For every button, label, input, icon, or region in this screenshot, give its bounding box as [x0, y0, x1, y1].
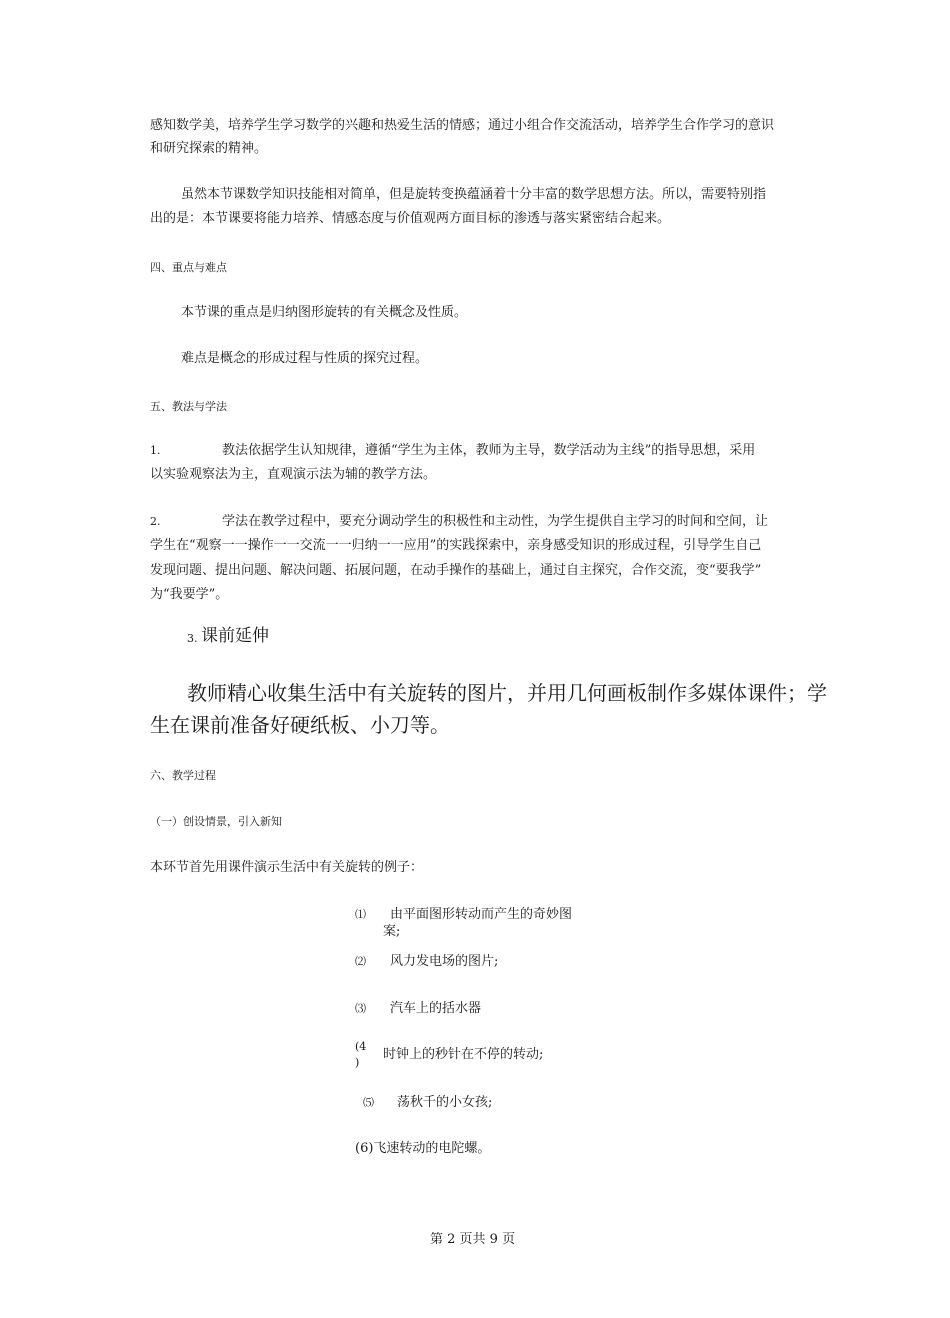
paragraph-line: 发现问题、提出问题、解决问题、拓展问题，在动手操作的基础上，通过自主探究，合作交流，变“要我学” [150, 563, 762, 578]
list-item: 时钟上的秒针在不停的转动; [383, 1047, 544, 1062]
paragraph-line: 虽然本节课数学知识技能相对简单，但是旋转变换蕴涵着十分丰富的数学思想方法。所以，需要特别指 [181, 187, 767, 202]
list-number: 2. [150, 515, 161, 528]
paragraph-line-large: 教师精心收集生活中有关旋转的图片，并用几何画板制作多媒体课件；学 [187, 681, 827, 705]
list-item: 汽车上的括水器 [390, 1001, 482, 1016]
list-number: ) [355, 1056, 360, 1069]
section-heading: 六、教学过程 [150, 769, 216, 782]
section-heading: 五、教法与学法 [150, 400, 227, 413]
paragraph-line: 本环节首先用课件演示生活中有关旋转的例子： [150, 860, 424, 875]
list-number: (4 [355, 1040, 367, 1053]
paragraph-line: 学法在教学过程中，要充分调动学生的积极性和主动性，为学生提供自主学习的时间和空间，让 [222, 514, 769, 529]
paragraph-line: 和研究探索的精神。 [150, 141, 268, 156]
list-item: 荡秋千的小女孩; [397, 1095, 493, 1110]
section-heading: 四、重点与难点 [150, 261, 227, 274]
subsection-heading: （一）创设情景，引入新知 [150, 815, 282, 828]
paragraph-line: 以实验观察法为主，直观演示法为辅的教学方法。 [150, 467, 437, 482]
list-number: ⑵ [355, 955, 366, 968]
list-item: 风力发电场的图片; [390, 954, 499, 969]
paragraph-line: 感知数学美，培养学生学习数学的兴趣和热爱生活的情感；通过小组合作交流活动，培养学生合作学习的意识 [150, 118, 775, 133]
list-item: (6)飞速转动的电陀螺。 [355, 1141, 491, 1156]
list-number: ⑸ [363, 1096, 374, 1109]
paragraph-line: 教法依据学生认知规律，遵循“学生为主体，教师为主导，数学活动为主线”的指导思想，采用 [222, 443, 756, 458]
paragraph-line-large: 生在课前准备好硬纸板、小刀等。 [150, 713, 450, 737]
paragraph-line: 学生在“观察一一操作一一交流一一归纳一一应用”的实践探索中，亲身感受知识的形成过程，引导学生自己 [150, 538, 762, 553]
paragraph-line: 出的是：本节课要将能力培养、情感态度与价值观两方面目标的渗透与落实紧密结合起来。 [150, 211, 671, 226]
paragraph-line: 本节课的重点是归纳图形旋转的有关概念及性质。 [181, 305, 468, 320]
list-number: ⑴ [355, 908, 366, 921]
page-footer: 第 2 页共 9 页 [430, 1232, 516, 1247]
paragraph-line: 为“我要学”。 [150, 587, 229, 602]
list-number: 3. [187, 632, 198, 645]
list-number: ⑶ [355, 1002, 366, 1015]
list-item: 案; [383, 924, 401, 939]
subsection-title: 课前延伸 [201, 626, 269, 646]
paragraph-line: 难点是概念的形成过程与性质的探究过程。 [181, 351, 429, 366]
list-item: 由平面图形转动而产生的奇妙图 [390, 907, 573, 922]
list-number: 1. [150, 444, 161, 457]
